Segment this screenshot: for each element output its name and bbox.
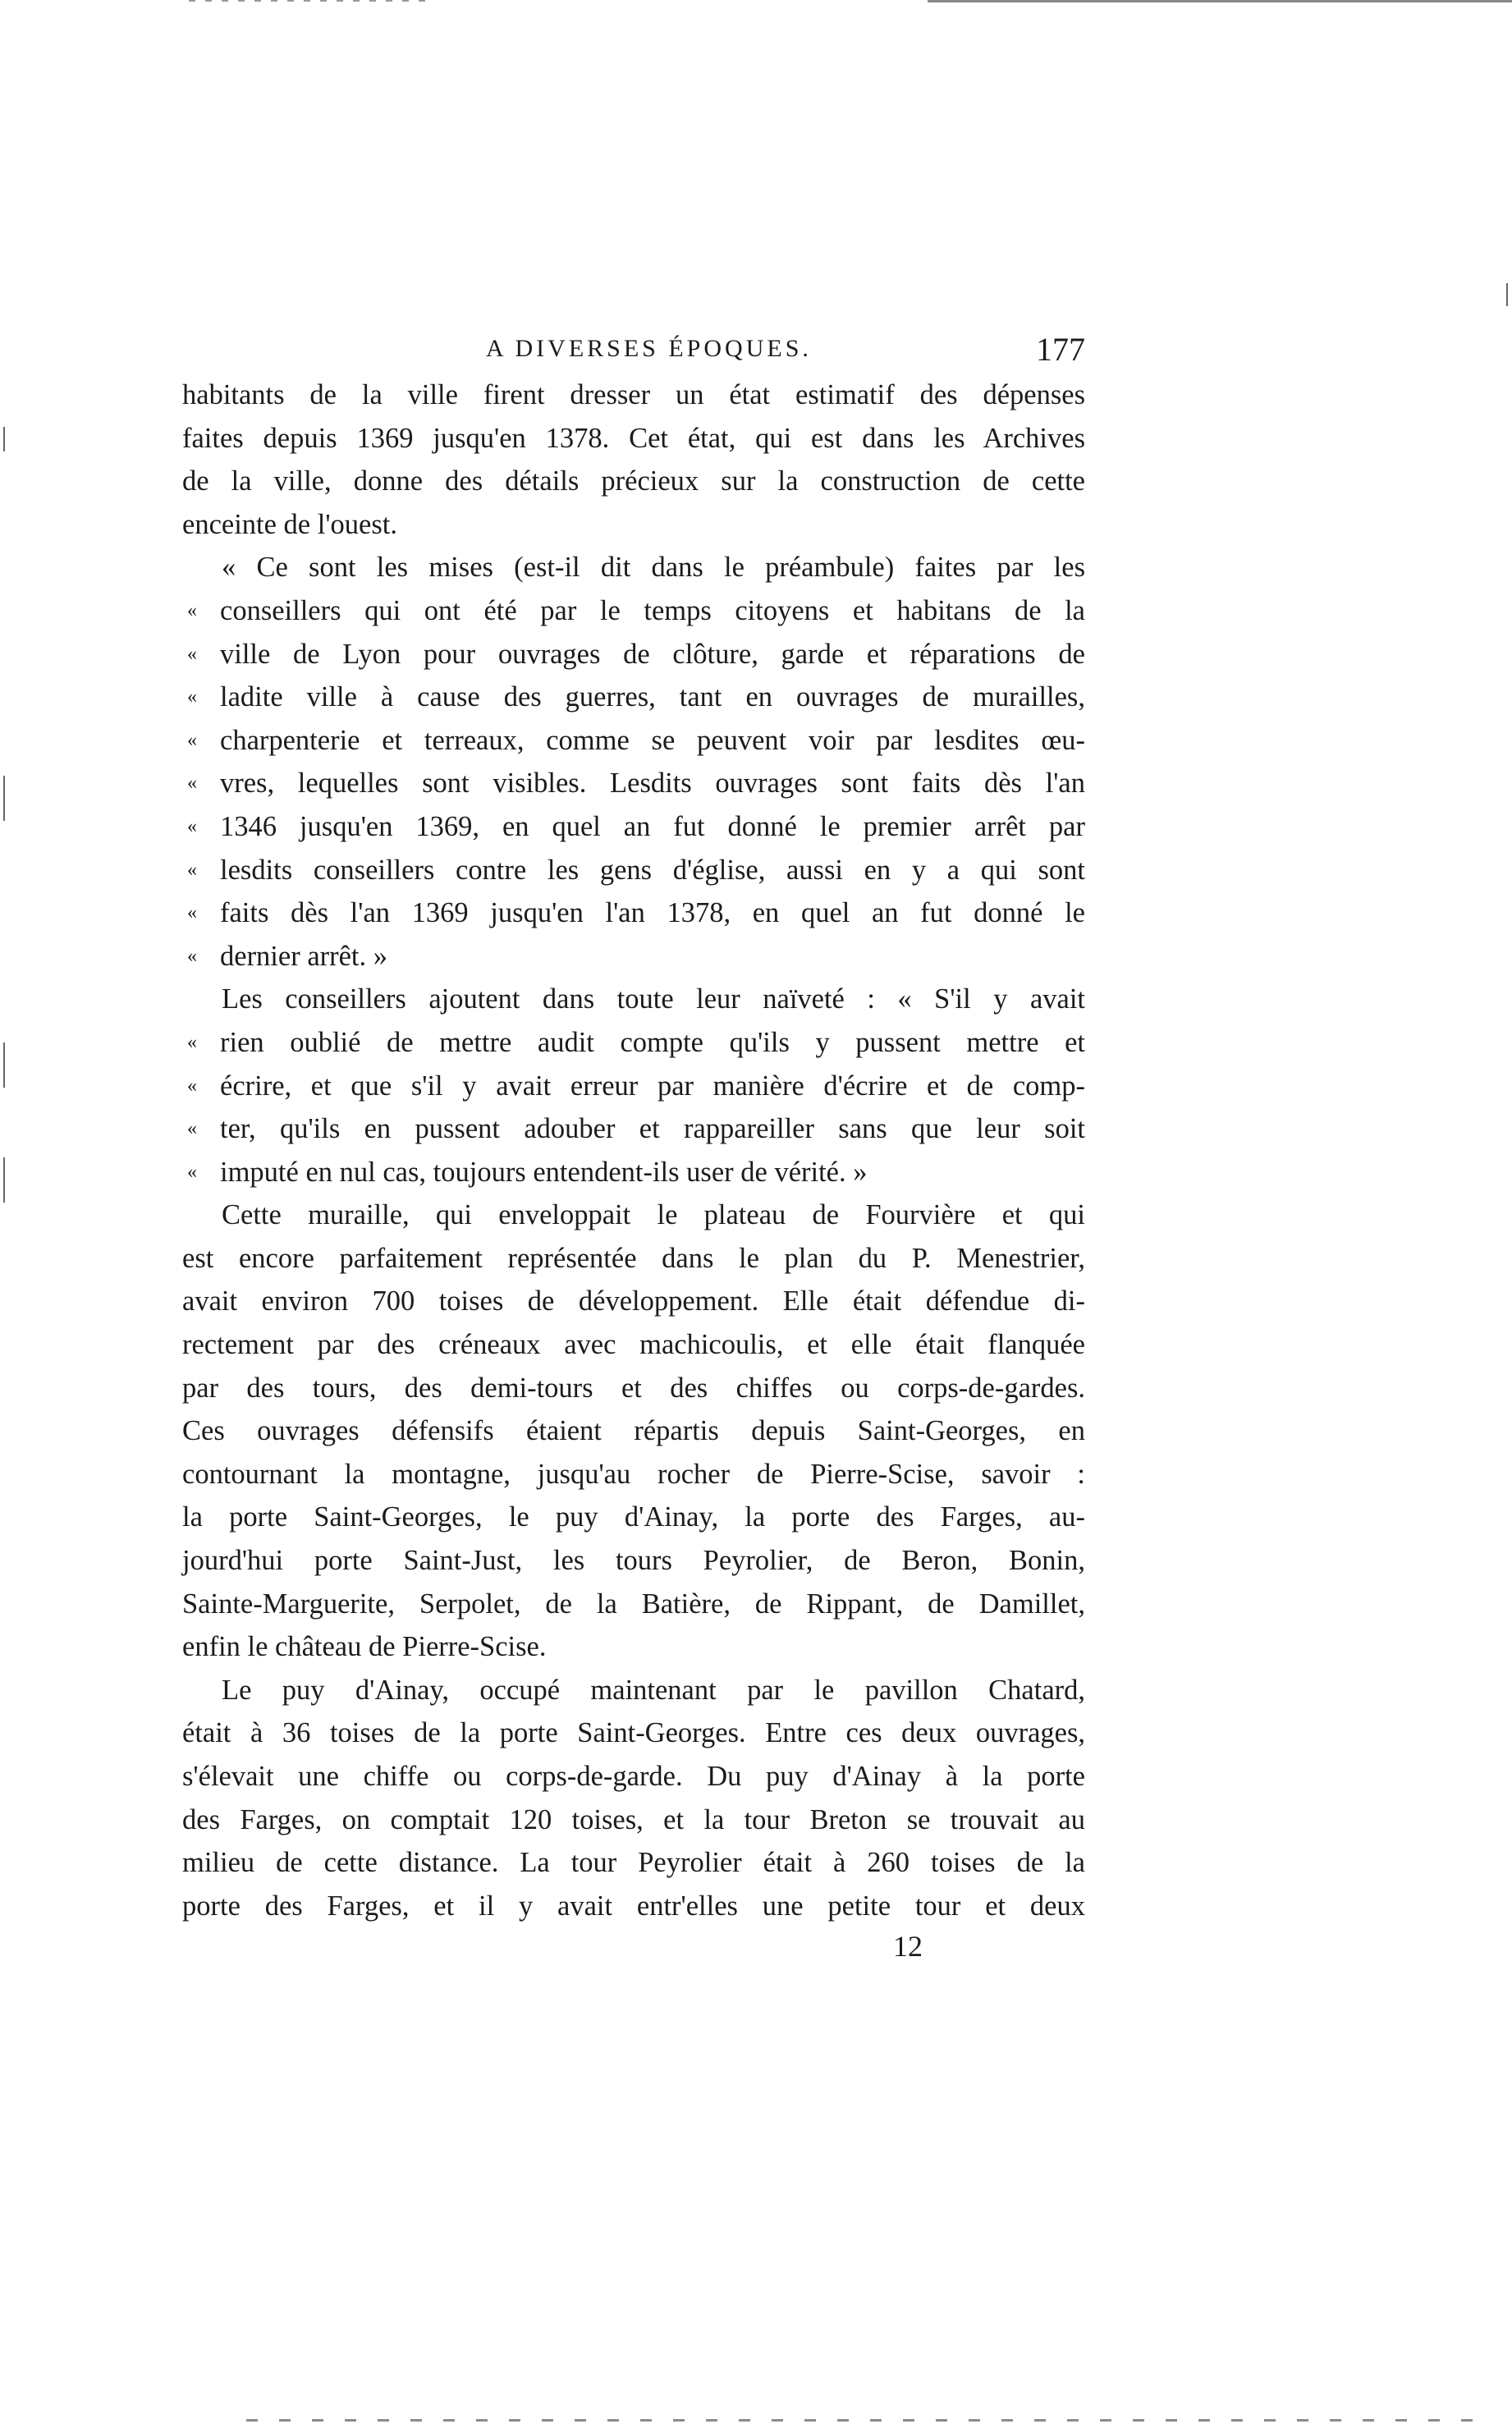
text-line: s'élevait une chiffe ou corps-de-garde. Du puy d'Ainay à la porte	[182, 1761, 1085, 1792]
text-line: des Farges, on comptait 120 toises, et la tour Breton se trouvait au	[182, 1803, 1085, 1835]
quote-mark: «	[187, 772, 197, 795]
quote-mark: «	[187, 1118, 197, 1140]
quote-mark: «	[187, 599, 197, 621]
text-line: contournant la montagne, jusqu'au rocher de Pierre-Scise, savoir :	[182, 1458, 1085, 1490]
text-line: jourd'hui porte Saint-Just, les tours Peyrolier, de Beron, Bonin,	[182, 1545, 1085, 1577]
body-text	[182, 373, 1085, 1927]
scan-artifact-right-mark	[1506, 283, 1508, 306]
text-line: était à 36 toises de la porte Saint-Georges. Entre ces deux ouvrages,	[182, 1717, 1085, 1749]
quote-line: « 1346 jusqu'en 1369, en quel an fut donné le premier arrêt par	[182, 805, 1085, 849]
scan-artifact-bottom	[246, 2419, 1494, 2422]
quote-line: « dernier arrêt. »	[182, 935, 1085, 978]
scan-artifact-left-mark	[3, 427, 5, 451]
text-line: Ces ouvrages défensifs étaient répartis depuis Saint-Georges, en	[182, 1415, 1085, 1447]
text-line: de la ville, donne des détails précieux sur la construction de cette	[182, 465, 1085, 497]
text-line: Les conseillers ajoutent dans toute leur naïveté : « S'il y avait	[222, 983, 1085, 1015]
quote-mark: «	[187, 902, 197, 924]
quote-line: « ville de Lyon pour ouvrages de clôture, garde et réparations de	[182, 633, 1085, 676]
quote-mark: «	[187, 1031, 197, 1053]
quote-mark: «	[187, 729, 197, 751]
text-line: porte des Farges, et il y avait entr'elles une petite tour et deux	[182, 1890, 1085, 1922]
scan-artifact-top-left	[189, 0, 435, 2]
quote-mark: «	[187, 815, 197, 837]
quote-line: « écrire, et que s'il y avait erreur par manière d'écrire et de comp-	[182, 1065, 1085, 1108]
text-line: la porte Saint-Georges, le puy d'Ainay, la porte des Farges, au-	[182, 1501, 1085, 1533]
text-line: enfin le château de Pierre-Scise.	[182, 1631, 547, 1663]
quote-line: « vres, lequelles sont visibles. Lesdits ouvrages sont faits dès l'an	[182, 762, 1085, 805]
text-line: Cette muraille, qui enveloppait le plateau de Fourvière et qui	[222, 1199, 1085, 1231]
scan-artifact-left-mark	[3, 1157, 5, 1203]
quote-line: « lesdits conseillers contre les gens d'église, aussi en y a qui sont	[182, 849, 1085, 892]
quote-mark: «	[187, 643, 197, 665]
signature-mark: 12	[893, 1930, 923, 1963]
text-line: est encore parfaitement représentée dans le plan du P. Menestrier,	[182, 1242, 1085, 1274]
quote-mark: «	[187, 1075, 197, 1097]
scan-artifact-left-mark	[3, 776, 5, 821]
text-line: milieu de cette distance. La tour Peyrolier était à 260 toises de la	[182, 1847, 1085, 1879]
page-number: 177	[1036, 331, 1085, 368]
quote-line: « charpenterie et terreaux, comme se peuvent voir par lesdites œu-	[182, 719, 1085, 763]
text-line: rectement par des créneaux avec machicoulis, et elle était flanquée	[182, 1329, 1085, 1361]
text-line: enceinte de l'ouest.	[182, 508, 397, 540]
quote-line: « rien oublié de mettre audit compte qu'ils y pussent mettre et	[182, 1021, 1085, 1065]
quote-mark: «	[187, 859, 197, 881]
quote-mark: «	[187, 945, 197, 967]
quote-line: « ter, qu'ils en pussent adouber et rappareiller sans que leur soit	[182, 1107, 1085, 1151]
scan-artifact-left-mark	[3, 1042, 5, 1088]
quote-line: « imputé en nul cas, toujours entendent-ils user de vérité. »	[182, 1151, 1085, 1194]
quote-line: « faits dès l'an 1369 jusqu'en l'an 1378, en quel an fut donné le	[182, 891, 1085, 935]
quote-line: « ladite ville à cause des guerres, tant en ouvrages de murailles,	[182, 676, 1085, 719]
text-line: « Ce sont les mises (est-il dit dans le préambule) faites par les	[222, 552, 1085, 584]
text-line: par des tours, des demi-tours et des chiffes ou corps-de-gardes.	[182, 1372, 1085, 1404]
quote-mark: «	[187, 686, 197, 708]
running-title: A DIVERSES ÉPOQUES.	[486, 335, 812, 362]
text-line: Sainte-Marguerite, Serpolet, de la Batière, de Rippant, de Damillet,	[182, 1588, 1085, 1620]
text-line: Le puy d'Ainay, occupé maintenant par le pavillon Chatard,	[222, 1674, 1085, 1706]
quote-line: « conseillers qui ont été par le temps citoyens et habitans de la	[182, 589, 1085, 633]
scan-artifact-top	[928, 0, 1512, 2]
quote-mark: «	[187, 1161, 197, 1183]
text-line: habitants de la ville firent dresser un état estimatif des dépenses	[182, 379, 1085, 410]
text-line: avait environ 700 toises de développement. Elle était défendue di-	[182, 1285, 1085, 1317]
text-line: faites depuis 1369 jusqu'en 1378. Cet état, qui est dans les Archives	[182, 422, 1085, 454]
